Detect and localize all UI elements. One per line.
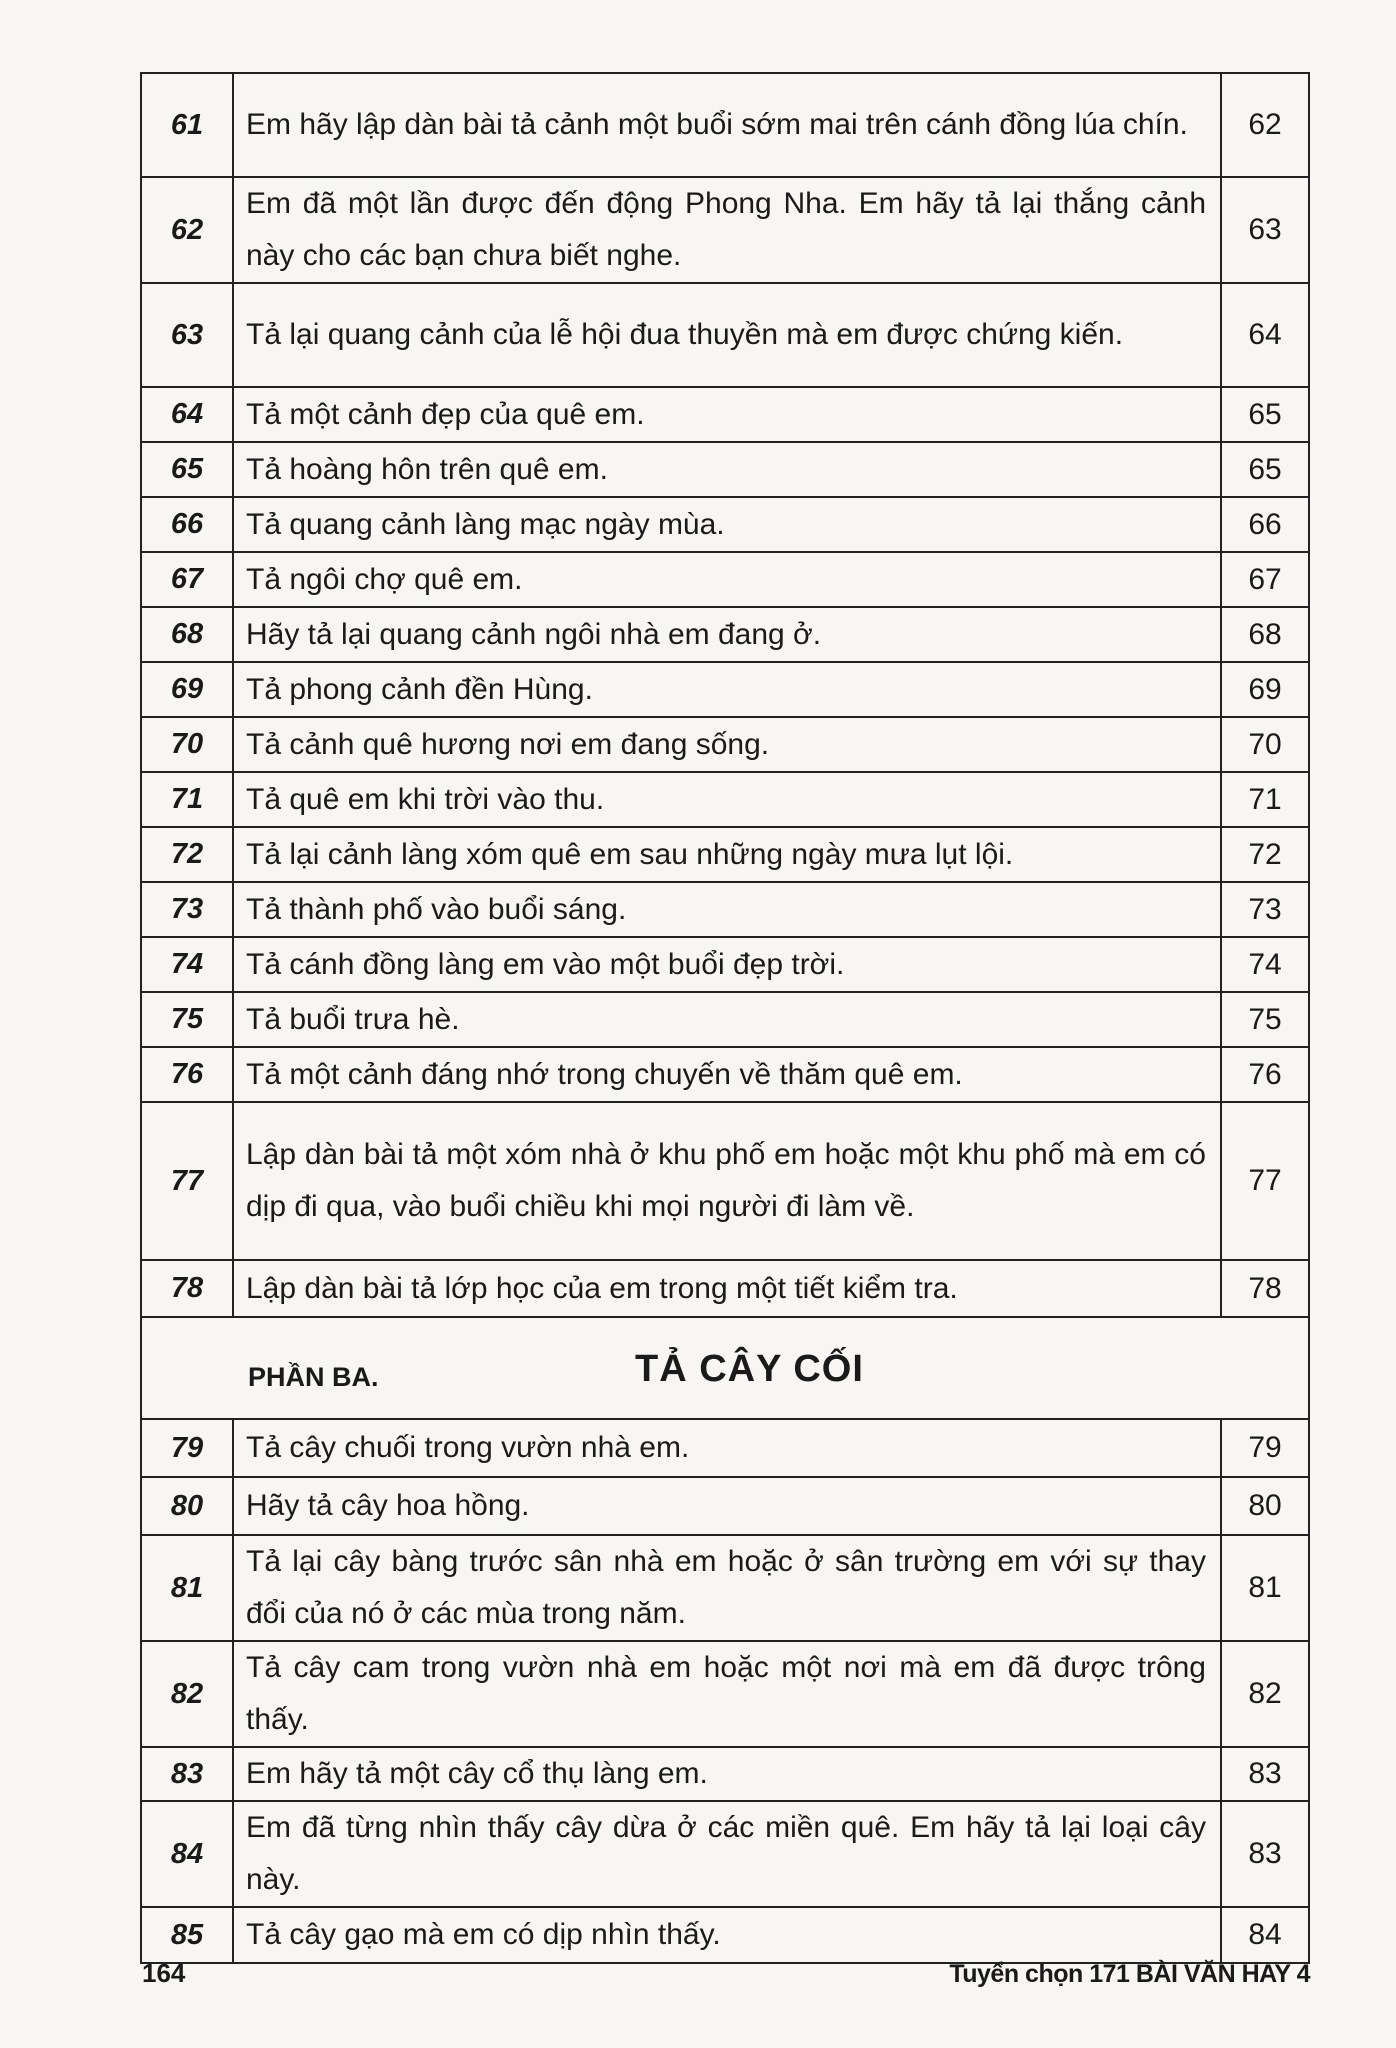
table-of-contents <box>140 72 1310 1964</box>
table-row <box>141 1535 1309 1641</box>
entry-page: 74 <box>1221 937 1309 992</box>
entry-number: 70 <box>141 717 233 772</box>
entry-number: 61 <box>141 73 233 177</box>
section-label: PHẦN BA. <box>248 1362 379 1392</box>
entry-title: Tả cây chuối trong vườn nhà em. <box>233 1419 1221 1477</box>
entry-number: 66 <box>141 497 233 552</box>
table-row <box>141 552 1309 607</box>
entry-page: 81 <box>1221 1535 1309 1641</box>
entry-title: Em đã một lần được đến động Phong Nha. Em hãy tả lại thắng cảnh này cho các bạn chưa biết nghe. <box>233 177 1221 283</box>
entry-page: 72 <box>1221 827 1309 882</box>
entry-page: 67 <box>1221 552 1309 607</box>
entry-page: 64 <box>1221 283 1309 387</box>
entry-page: 68 <box>1221 607 1309 662</box>
table-row <box>141 1801 1309 1907</box>
entry-number: 84 <box>141 1801 233 1907</box>
entry-title: Tả một cảnh đáng nhớ trong chuyến về thăm quê em. <box>233 1047 1221 1102</box>
book-title: Tuyển chọn 171 BÀI VĂN HAY 4 <box>949 1960 1310 1988</box>
entry-number: 79 <box>141 1419 233 1477</box>
table-row <box>141 717 1309 772</box>
entry-title: Lập dàn bài tả một xóm nhà ở khu phố em hoặc một khu phố mà em có dịp đi qua, vào buổi chiều khi mọi người đi làm về. <box>233 1102 1221 1260</box>
entry-page: 65 <box>1221 387 1309 442</box>
table-row <box>141 1047 1309 1102</box>
section-title: TẢ CÂY CỐI <box>635 1348 864 1390</box>
entry-number: 75 <box>141 992 233 1047</box>
entry-page: 78 <box>1221 1260 1309 1317</box>
table-row <box>141 177 1309 283</box>
entry-page: 83 <box>1221 1747 1309 1801</box>
entry-title: Em hãy tả một cây cổ thụ làng em. <box>233 1747 1221 1801</box>
entry-title: Em đã từng nhìn thấy cây dừa ở các miền quê. Em hãy tả lại loại cây này. <box>233 1801 1221 1907</box>
entry-number: 65 <box>141 442 233 497</box>
entry-page: 63 <box>1221 177 1309 283</box>
entry-title: Tả phong cảnh đền Hùng. <box>233 662 1221 717</box>
table-row <box>141 497 1309 552</box>
table-row <box>141 442 1309 497</box>
entry-title: Tả một cảnh đẹp của quê em. <box>233 387 1221 442</box>
table-row <box>141 73 1309 177</box>
entry-title: Tả cánh đồng làng em vào một buổi đẹp trời. <box>233 937 1221 992</box>
entry-page: 80 <box>1221 1477 1309 1535</box>
entry-number: 83 <box>141 1747 233 1801</box>
table-row <box>141 1907 1309 1963</box>
table-row <box>141 1641 1309 1747</box>
entry-number: 77 <box>141 1102 233 1260</box>
entry-number: 64 <box>141 387 233 442</box>
entry-title: Tả buổi trưa hè. <box>233 992 1221 1047</box>
table-row <box>141 827 1309 882</box>
table-row <box>141 992 1309 1047</box>
entry-page: 69 <box>1221 662 1309 717</box>
table-row <box>141 662 1309 717</box>
entry-page: 83 <box>1221 1801 1309 1907</box>
table-row <box>141 1102 1309 1260</box>
entry-page: 77 <box>1221 1102 1309 1260</box>
entry-number: 81 <box>141 1535 233 1641</box>
entry-number: 73 <box>141 882 233 937</box>
table-row <box>141 1747 1309 1801</box>
table-row <box>141 882 1309 937</box>
entry-title: Tả quang cảnh làng mạc ngày mùa. <box>233 497 1221 552</box>
entry-title: Tả thành phố vào buổi sáng. <box>233 882 1221 937</box>
entry-number: 63 <box>141 283 233 387</box>
entry-number: 69 <box>141 662 233 717</box>
entry-title: Hãy tả lại quang cảnh ngôi nhà em đang ở. <box>233 607 1221 662</box>
table-row <box>141 1477 1309 1535</box>
entry-number: 74 <box>141 937 233 992</box>
entry-title: Tả hoàng hôn trên quê em. <box>233 442 1221 497</box>
entry-title: Tả lại quang cảnh của lễ hội đua thuyền mà em được chứng kiến. <box>233 283 1221 387</box>
entry-page: 76 <box>1221 1047 1309 1102</box>
entry-page: 84 <box>1221 1907 1309 1963</box>
page-number: 164 <box>142 1958 186 1988</box>
entry-page: 82 <box>1221 1641 1309 1747</box>
entry-number: 62 <box>141 177 233 283</box>
entry-number: 82 <box>141 1641 233 1747</box>
entry-page: 73 <box>1221 882 1309 937</box>
entry-title: Tả quê em khi trời vào thu. <box>233 772 1221 827</box>
section-header <box>141 1317 1309 1419</box>
entry-title: Em hãy lập dàn bài tả cảnh một buổi sớm mai trên cánh đồng lúa chín. <box>233 73 1221 177</box>
entry-title: Tả lại cảnh làng xóm quê em sau những ngày mưa lụt lội. <box>233 827 1221 882</box>
entry-page: 66 <box>1221 497 1309 552</box>
table-row <box>141 607 1309 662</box>
entry-number: 78 <box>141 1260 233 1317</box>
entry-number: 68 <box>141 607 233 662</box>
table-row <box>141 772 1309 827</box>
entry-page: 70 <box>1221 717 1309 772</box>
entry-number: 76 <box>141 1047 233 1102</box>
entry-page: 62 <box>1221 73 1309 177</box>
entry-page: 65 <box>1221 442 1309 497</box>
table-row <box>141 937 1309 992</box>
entry-title: Tả cây gạo mà em có dịp nhìn thấy. <box>233 1907 1221 1963</box>
entry-number: 80 <box>141 1477 233 1535</box>
table-row <box>141 1260 1309 1317</box>
entry-title: Lập dàn bài tả lớp học của em trong một tiết kiểm tra. <box>233 1260 1221 1317</box>
entry-title: Tả cây cam trong vườn nhà em hoặc một nơi mà em đã được trông thấy. <box>233 1641 1221 1747</box>
entry-number: 71 <box>141 772 233 827</box>
entry-title: Tả ngôi chợ quê em. <box>233 552 1221 607</box>
table-row <box>141 387 1309 442</box>
entry-page: 71 <box>1221 772 1309 827</box>
entry-title: Tả cảnh quê hương nơi em đang sống. <box>233 717 1221 772</box>
entry-number: 72 <box>141 827 233 882</box>
table-row <box>141 1419 1309 1477</box>
entry-number: 67 <box>141 552 233 607</box>
entry-title: Hãy tả cây hoa hồng. <box>233 1477 1221 1535</box>
entry-number: 85 <box>141 1907 233 1963</box>
entry-page: 79 <box>1221 1419 1309 1477</box>
table-row <box>141 283 1309 387</box>
entry-title: Tả lại cây bàng trước sân nhà em hoặc ở sân trường em với sự thay đổi của nó ở các mùa trong năm. <box>233 1535 1221 1641</box>
entry-page: 75 <box>1221 992 1309 1047</box>
